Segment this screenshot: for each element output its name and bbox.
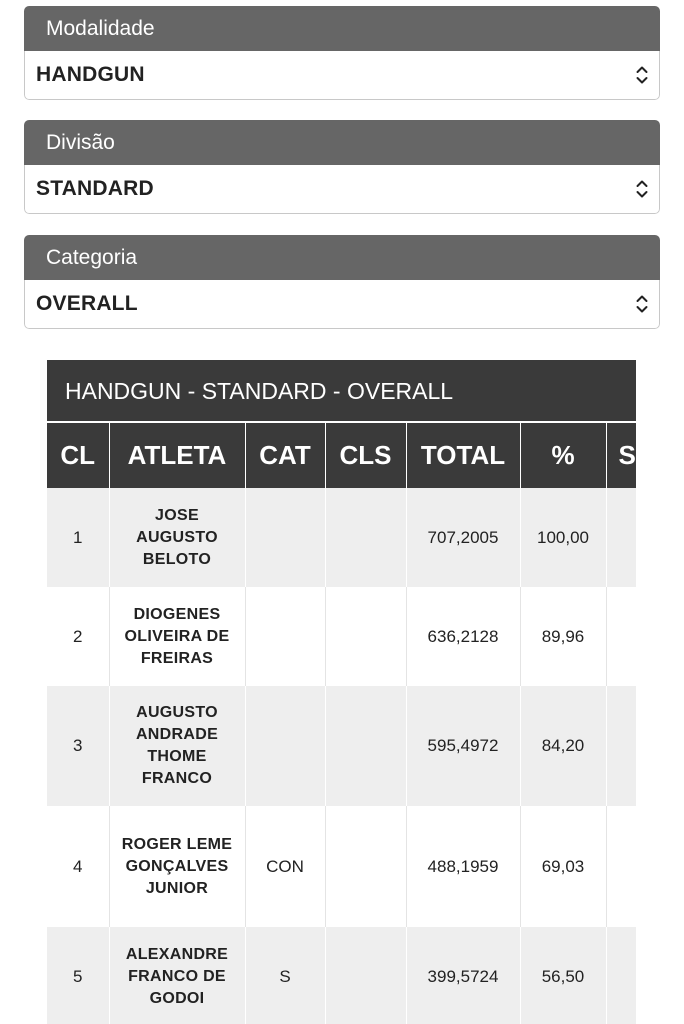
athlete-name-cell: ALEXANDRE FRANCO DE GODOI [109, 927, 245, 1024]
up-down-chevron-icon [635, 63, 649, 87]
class-cell [325, 488, 406, 587]
total-cell: 399,5724 [406, 927, 520, 1024]
table-row [47, 927, 636, 1024]
results-title: HANDGUN - STANDARD - OVERALL [47, 360, 636, 423]
category-cell: CON [245, 806, 325, 927]
class-cell [325, 806, 406, 927]
divisao-select[interactable] [24, 165, 660, 214]
column-header-cl[interactable]: CL [47, 423, 109, 488]
up-down-chevron-icon [635, 292, 649, 316]
table-row [47, 686, 636, 806]
table-row [47, 806, 636, 927]
modalidade-value: HANDGUN [36, 63, 145, 86]
total-cell: 488,1959 [406, 806, 520, 927]
category-cell [245, 488, 325, 587]
modalidade-filter [24, 6, 660, 100]
divisao-value: STANDARD [36, 177, 154, 200]
s-cell [606, 927, 636, 1024]
s-cell [606, 806, 636, 927]
athlete-name-cell: DIOGENES OLIVEIRA DE FREIRAS [109, 587, 245, 686]
rank-cell: 2 [47, 587, 109, 686]
table-row [47, 587, 636, 686]
categoria-value: OVERALL [36, 292, 138, 315]
table-header-row [47, 423, 636, 488]
s-cell [606, 488, 636, 587]
categoria-filter [24, 235, 660, 329]
table-row [47, 488, 636, 587]
class-cell [325, 686, 406, 806]
modalidade-select[interactable] [24, 51, 660, 100]
category-cell: S [245, 927, 325, 1024]
rank-cell: 1 [47, 488, 109, 587]
class-cell [325, 927, 406, 1024]
total-cell: 636,2128 [406, 587, 520, 686]
athlete-name-cell: AUGUSTO ANDRADE THOME FRANCO [109, 686, 245, 806]
percent-cell: 84,20 [520, 686, 606, 806]
up-down-chevron-icon [635, 177, 649, 201]
results-table [47, 423, 636, 1024]
percent-cell: 100,00 [520, 488, 606, 587]
column-header-atleta[interactable]: ATLETA [109, 423, 245, 488]
column-header-cls[interactable]: CLS [325, 423, 406, 488]
category-cell [245, 587, 325, 686]
column-header-cat[interactable]: CAT [245, 423, 325, 488]
total-cell: 595,4972 [406, 686, 520, 806]
rank-cell: 5 [47, 927, 109, 1024]
percent-cell: 89,96 [520, 587, 606, 686]
percent-cell: 56,50 [520, 927, 606, 1024]
column-header-percent[interactable]: % [520, 423, 606, 488]
column-header-s[interactable]: S [606, 423, 636, 488]
categoria-label: Categoria [24, 235, 660, 280]
rank-cell: 4 [47, 806, 109, 927]
s-cell [606, 686, 636, 806]
results-table-container[interactable] [47, 360, 636, 1024]
athlete-name-cell: JOSE AUGUSTO BELOTO [109, 488, 245, 587]
column-header-total[interactable]: TOTAL [406, 423, 520, 488]
percent-cell: 69,03 [520, 806, 606, 927]
category-cell [245, 686, 325, 806]
rank-cell: 3 [47, 686, 109, 806]
modalidade-label: Modalidade [24, 6, 660, 51]
class-cell [325, 587, 406, 686]
athlete-name-cell: ROGER LEME GONÇALVES JUNIOR [109, 806, 245, 927]
total-cell: 707,2005 [406, 488, 520, 587]
s-cell [606, 587, 636, 686]
categoria-select[interactable] [24, 280, 660, 329]
divisao-filter [24, 120, 660, 214]
divisao-label: Divisão [24, 120, 660, 165]
